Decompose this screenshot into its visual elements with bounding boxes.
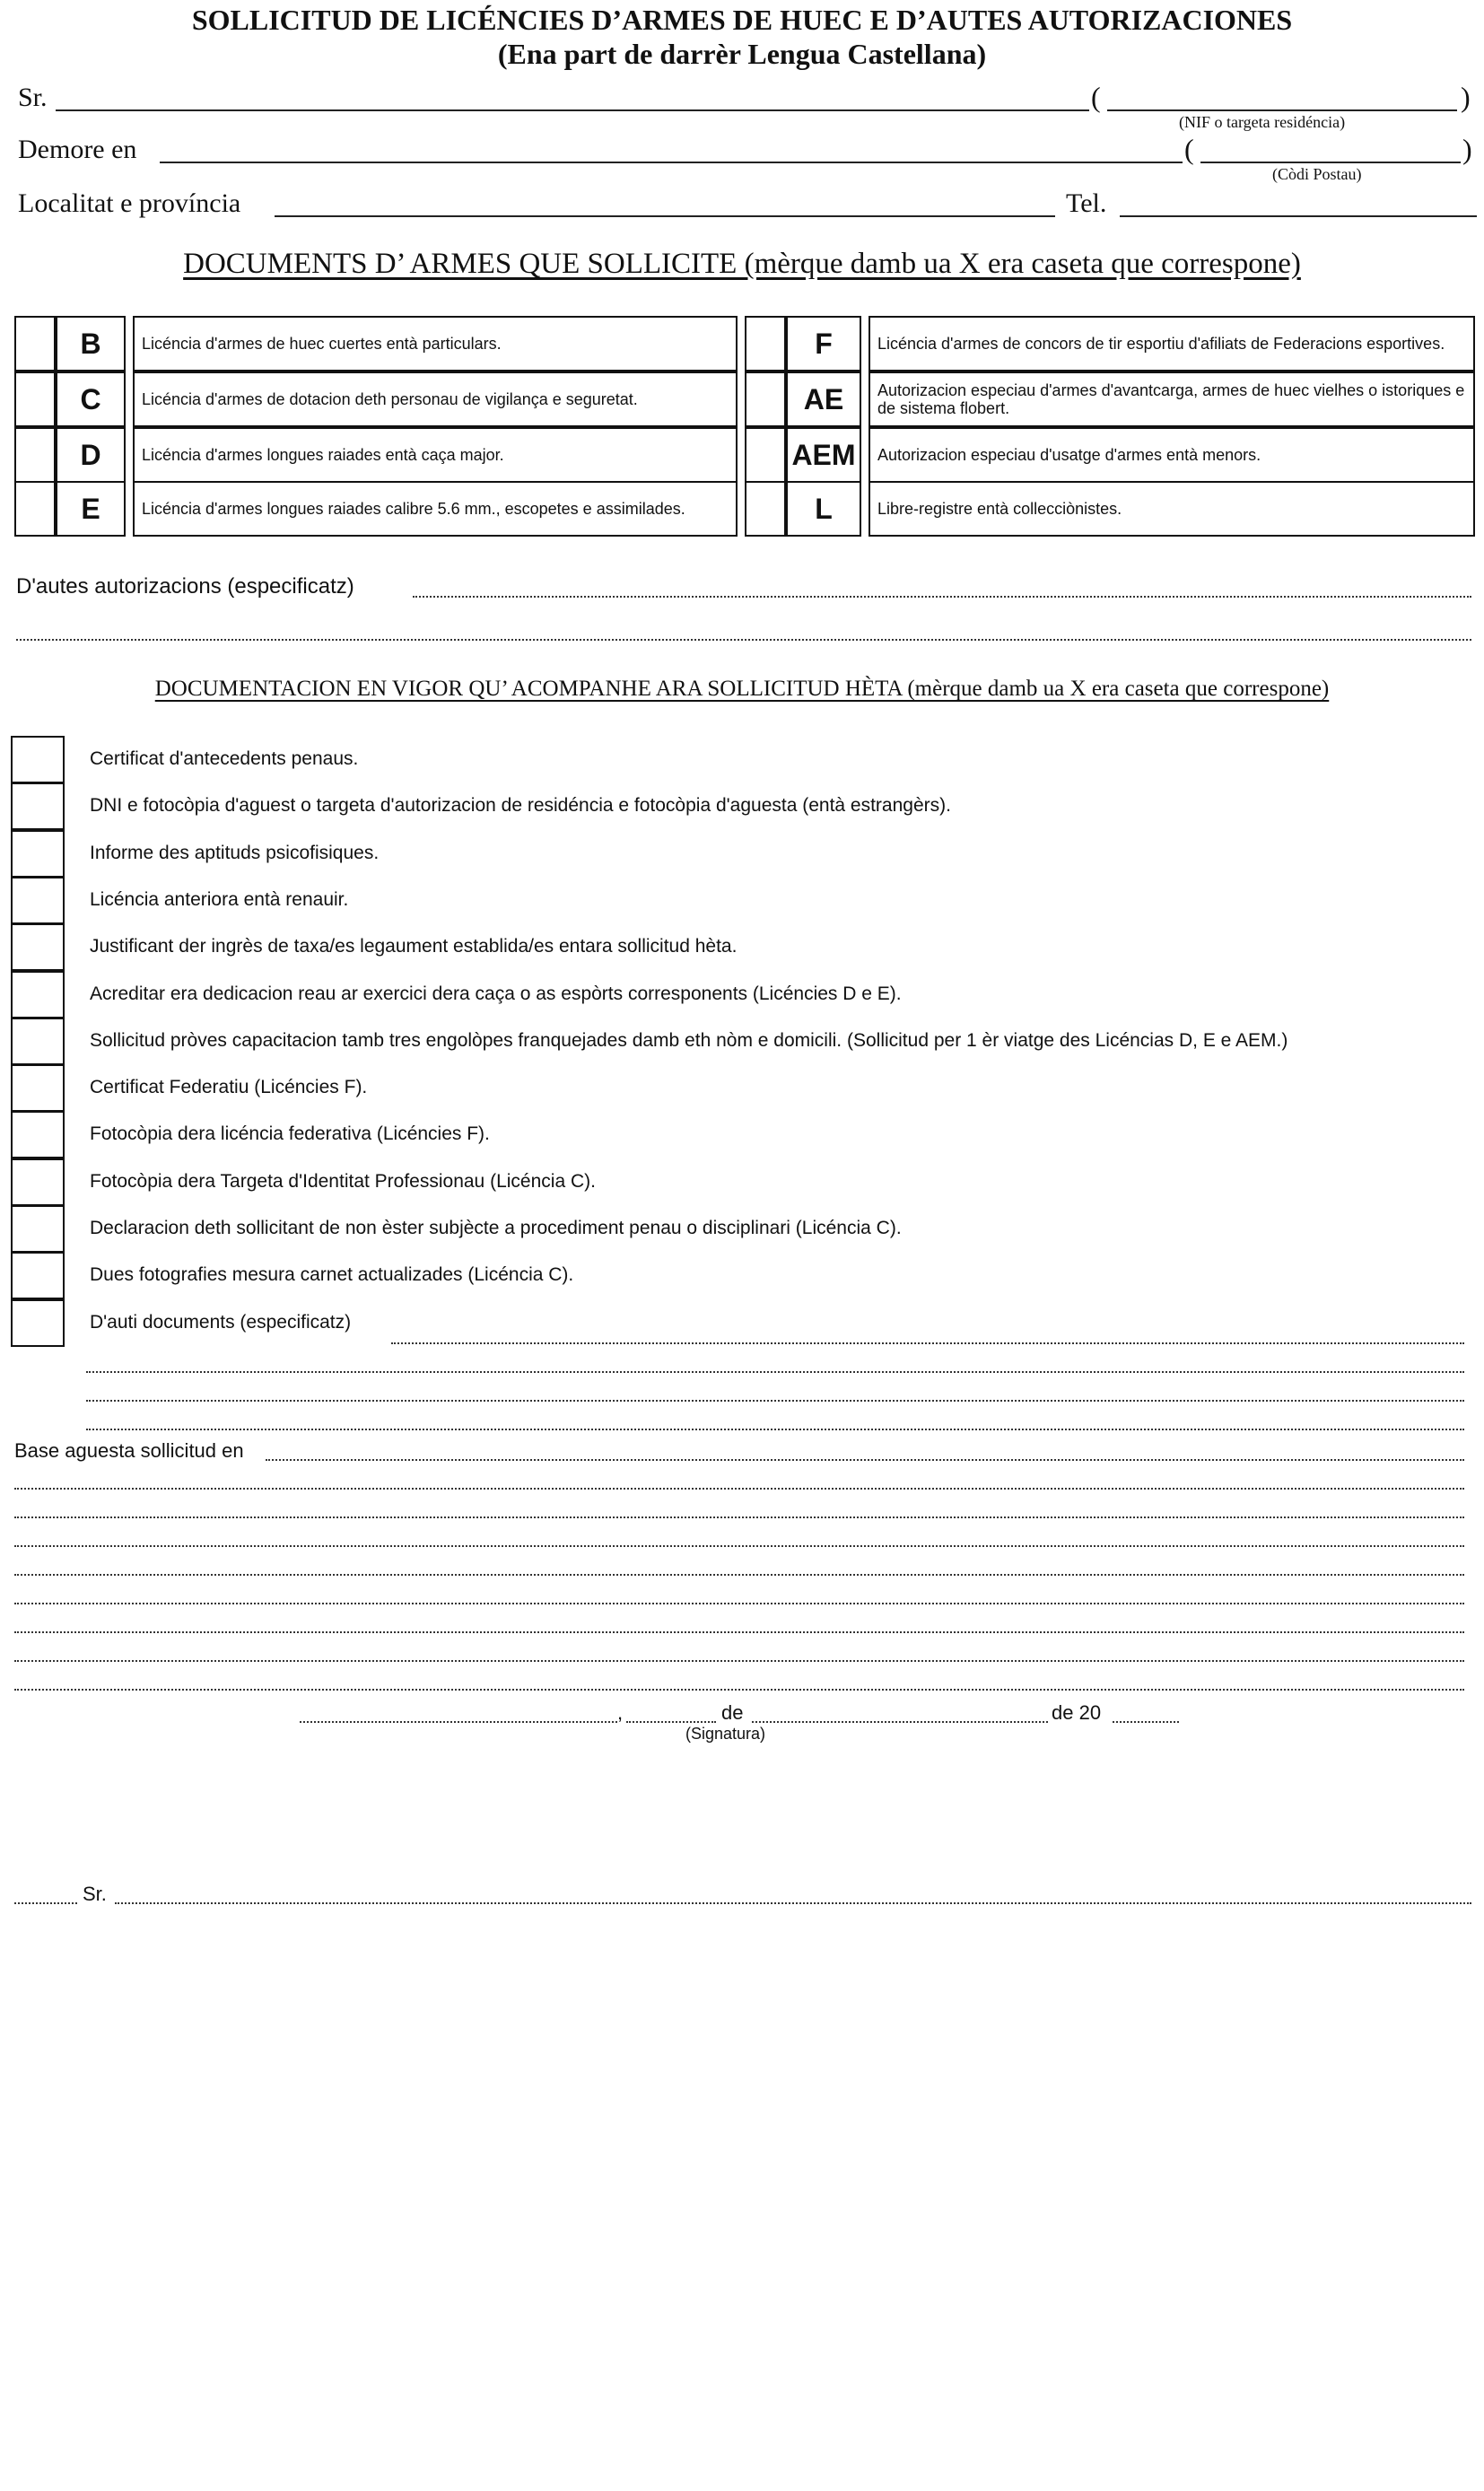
weapon-doc-code-left-0: B — [56, 316, 126, 371]
weapon-doc-checkbox-right-1[interactable] — [745, 371, 786, 427]
nif-paren-close: ) — [1461, 81, 1471, 113]
supporting-doc-label: Acreditar era dedicacion reau ar exercici dera caça o as espòrts corresponents (Licéncies D e E). — [90, 983, 902, 1004]
supporting-doc-label: DNI e fotocòpia d'aguest o targeta d'autorizacion de residéncia e fotocòpia d'aguesta (entà estrangèrs). — [90, 795, 951, 816]
basis-label: Base aguesta sollicitud en — [14, 1439, 244, 1462]
basis-line[interactable] — [14, 1689, 1464, 1691]
weapon-doc-code-left-1: C — [56, 371, 126, 427]
weapon-doc-desc-left-2: Licéncia d'armes longues raiades entà caça major. — [133, 427, 738, 483]
supporting-doc-checkbox[interactable] — [11, 736, 65, 783]
postal-paren-open: ( — [1184, 133, 1194, 165]
supporting-doc-label: Dues fotografies mesura carnet actualizades (Licéncia C). — [90, 1264, 574, 1285]
basis-line[interactable] — [14, 1603, 1464, 1604]
other-docs-field[interactable] — [391, 1342, 1464, 1344]
year-field[interactable] — [1113, 1721, 1179, 1723]
postal-paren-close: ) — [1462, 133, 1472, 165]
other-docs-field-3[interactable] — [86, 1400, 1464, 1402]
weapon-doc-desc-left-3: Licéncia d'armes longues raiades calibre 5.6 mm., escopetes e assimilades. — [133, 481, 738, 537]
supporting-doc-checkbox[interactable] — [11, 1064, 65, 1112]
form-title: SOLLICITUD DE LICÉNCIES D’ARMES DE HUEC E D’AUTES AUTORIZACIONES — [191, 4, 1293, 36]
form-subtitle: (Ena part de darrèr Lengua Castellana) — [497, 38, 987, 70]
other-docs-field-2[interactable] — [86, 1371, 1464, 1373]
basis-line[interactable] — [14, 1660, 1464, 1662]
weapon-doc-checkbox-left-3[interactable] — [14, 481, 56, 537]
date-de-2: de 20 — [1052, 1701, 1102, 1724]
footer-recipient-field[interactable] — [115, 1902, 1471, 1904]
nif-field[interactable] — [1107, 109, 1457, 111]
other-auth-label: D'autes autorizacions (especificatz) — [16, 574, 354, 599]
supporting-doc-checkbox[interactable] — [11, 1158, 65, 1206]
locality-field[interactable] — [275, 215, 1055, 217]
weapon-doc-desc-left-1: Licéncia d'armes de dotacion deth personau de vigilança e seguretat. — [133, 371, 738, 427]
supporting-doc-checkbox[interactable] — [11, 877, 65, 924]
basis-field[interactable] — [266, 1459, 1464, 1461]
other-auth-field[interactable] — [413, 596, 1471, 598]
tel-field[interactable] — [1120, 215, 1477, 217]
weapon-doc-desc-left-0: Licéncia d'armes de huec cuertes entà particulars. — [133, 316, 738, 371]
supporting-doc-label: Justificant der ingrès de taxa/es legaument establida/es entara sollicitud hèta. — [90, 936, 738, 957]
supporting-doc-label: Fotocòpia dera licéncia federativa (Licéncies F). — [90, 1123, 490, 1144]
footer-sr-label: Sr. — [83, 1883, 107, 1905]
postal-hint: (Còdi Postau) — [1272, 165, 1362, 183]
place-field[interactable] — [300, 1721, 617, 1723]
supporting-doc-label: Sollicitud pròves capacitacion tamb tres engolòpes franquejades damb eth nòm e domicili. (Sollicitud per 1 èr viatge des Licéncias D, E e AEM.) — [90, 1030, 1288, 1051]
weapon-doc-checkbox-right-0[interactable] — [745, 316, 786, 371]
weapon-doc-checkbox-right-3[interactable] — [745, 481, 786, 537]
weapons-docs-heading: DOCUMENTS D’ ARMES QUE SOLLICITE (mèrque damb ua X era caseta que correspone) — [183, 248, 1301, 280]
sr-label: Sr. — [18, 83, 48, 112]
weapon-doc-code-left-2: D — [56, 427, 126, 483]
locality-label: Localitat e província — [18, 188, 241, 218]
supporting-docs-heading: DOCUMENTACION EN VIGOR QU’ ACOMPANHE ARA SOLLICITUD HÈTA (mèrque damb ua X era caseta que correspone) — [154, 677, 1330, 701]
supporting-doc-checkbox[interactable] — [11, 1205, 65, 1253]
signature-label: (Signatura) — [685, 1725, 766, 1743]
basis-line[interactable] — [14, 1631, 1464, 1633]
weapon-doc-code-right-1: AE — [786, 371, 861, 427]
weapon-doc-code-right-2: AEM — [786, 427, 861, 483]
weapon-doc-desc-right-3: Libre-registre entà collecciònistes. — [869, 481, 1475, 537]
postal-field[interactable] — [1200, 162, 1461, 163]
supporting-doc-checkbox[interactable] — [11, 1018, 65, 1065]
supporting-doc-label: Declaracion deth sollicitant de non èster subjècte a procediment penau o disciplinari (Licéncia C). — [90, 1218, 902, 1238]
basis-line[interactable] — [14, 1574, 1464, 1576]
weapon-doc-checkbox-left-2[interactable] — [14, 427, 56, 483]
weapon-doc-checkbox-left-1[interactable] — [14, 371, 56, 427]
supporting-doc-label: Certificat Federatiu (Licéncies F). — [90, 1077, 368, 1097]
footer-prefix-field[interactable] — [14, 1902, 77, 1904]
weapon-doc-desc-right-0: Licéncia d'armes de concors de tir esportiu d'afiliats de Federacions esportives. — [869, 316, 1475, 371]
supporting-doc-checkbox[interactable] — [11, 1252, 65, 1299]
supporting-doc-label: Certificat d'antecedents penaus. — [90, 748, 359, 769]
supporting-doc-label: D'auti documents (especificatz) — [90, 1312, 352, 1333]
basis-line[interactable] — [14, 1516, 1464, 1518]
comma: , — [617, 1701, 624, 1724]
supporting-doc-checkbox[interactable] — [11, 782, 65, 830]
supporting-doc-label: Informe des aptituds psicofisiques. — [90, 843, 380, 863]
weapon-doc-desc-right-2: Autorizacion especiau d'usatge d'armes entà menors. — [869, 427, 1475, 483]
supporting-doc-label: Fotocòpia dera Targeta d'Identitat Professionau (Licéncia C). — [90, 1171, 596, 1192]
tel-label: Tel. — [1066, 188, 1107, 218]
other-docs-field-4[interactable] — [86, 1429, 1464, 1430]
supporting-doc-label: Licéncia anteriora entà renauir. — [90, 889, 349, 910]
month-field[interactable] — [752, 1721, 1048, 1723]
basis-line[interactable] — [14, 1545, 1464, 1547]
date-de-1: de — [721, 1701, 744, 1724]
address-field[interactable] — [160, 162, 1183, 163]
weapon-doc-code-right-0: F — [786, 316, 861, 371]
weapon-doc-checkbox-right-2[interactable] — [745, 427, 786, 483]
weapon-doc-desc-right-1: Autorizacion especiau d'armes d'avantcarga, armes de huec vielhes o istoriques e de sistema flobert. — [869, 371, 1475, 427]
supporting-doc-checkbox[interactable] — [11, 830, 65, 878]
name-field[interactable] — [56, 109, 1089, 111]
nif-paren-open: ( — [1091, 81, 1101, 113]
weapon-doc-checkbox-left-0[interactable] — [14, 316, 56, 371]
supporting-doc-checkbox[interactable] — [11, 1111, 65, 1158]
day-field[interactable] — [626, 1721, 716, 1723]
supporting-doc-checkbox[interactable] — [11, 923, 65, 971]
other-auth-field-2[interactable] — [16, 639, 1471, 641]
weapon-doc-code-right-3: L — [786, 481, 861, 537]
supporting-doc-checkbox[interactable] — [11, 1299, 65, 1347]
basis-line[interactable] — [14, 1488, 1464, 1490]
address-label: Demore en — [18, 135, 137, 164]
nif-hint: (NIF o targeta residéncia) — [1179, 113, 1346, 131]
weapon-doc-code-left-3: E — [56, 481, 126, 537]
supporting-doc-checkbox[interactable] — [11, 971, 65, 1018]
